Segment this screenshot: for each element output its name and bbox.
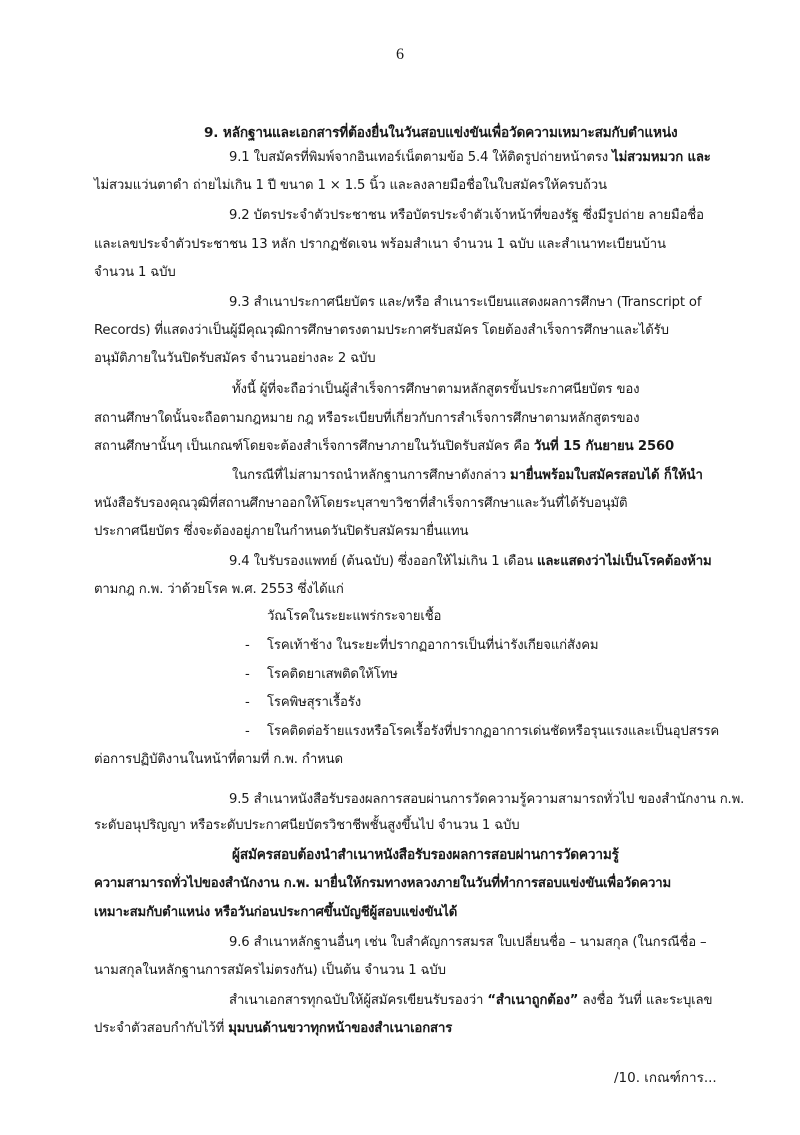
item-9-1-line-2: ไม่สวมแว่นตาดำ ถ่ายไม่เกิน 1 ปี ขนาด 1 × 1.5 นิ้ว และลงลายมือชื่อในใบสมัครให้ครบถ้วน	[94, 178, 607, 193]
item-9-2-line-2: และเลขประจำตัวประชาชน 13 หลัก ปรากฏชัดเจน พร้อมสำเนา จำนวน 1 ฉบับ และสำเนาทะเบียนบ้าน	[94, 237, 666, 252]
item-9-3-note1-line-3	[94, 436, 674, 458]
item-9-4-last-line: ต่อการปฏิบัติงานในหน้าที่ตามที่ ก.พ. กำหนด	[94, 752, 343, 767]
item-9-3-records: Records)	[94, 323, 155, 338]
closing-date: วันที่ 15 กันยายน 2560	[533, 439, 675, 454]
item-9-3-line-1: 9.3 สำเนาประกาศนียบัตร และ/หรือ สำเนาระเบียนแสดงผลการศึกษา (Transcript of	[229, 295, 702, 310]
corner-location-phrase: มุมบนด้านขวาทุกหน้าของสำเนาเอกสาร	[228, 1021, 453, 1036]
item-9-1-emphasis: ไม่สวมหมวก และ	[612, 150, 711, 165]
note-text: ประจำตัวสอบกำกับไว้ที่	[94, 1021, 229, 1036]
item-9-3-note2-line-1	[232, 465, 703, 487]
item-9-3-note2-line-3: ประกาศนียบัตร ซึ่งจะต้องอยู่ภายในกำหนดวันปิดรับสมัครมายื่นแทน	[94, 524, 469, 539]
item-9-4-line-2: ตามกฎ ก.พ. ว่าด้วยโรค พ.ศ. 2553 ซึ่งได้แก่	[94, 582, 344, 597]
item-9-2-line-3: จำนวน 1 ฉบับ	[94, 265, 176, 280]
item-9-1-line-1	[229, 147, 711, 169]
item-9-3-line-3: อนุมัติภายในวันปิดรับสมัคร จำนวนอย่างละ 2 ฉบับ	[94, 351, 376, 366]
item-9-4-line-1	[229, 551, 712, 573]
note-text-end: ลงชื่อ วันที่ และระบุเลข	[578, 993, 713, 1008]
item-9-3-note1-line-1: ทั้งนี้ ผู้ที่จะถือว่าเป็นผู้สำเร็จการศึกษาตามหลักสูตรขั้นประกาศนียบัตร ของ	[232, 382, 640, 397]
section-heading: 9. หลักฐานและเอกสารที่ต้องยื่นในวันสอบแข่งขันเพื่อวัดความเหมาะสมกับตำแหน่ง	[204, 125, 678, 141]
item-9-5-line-2: ระดับอนุปริญญา หรือระดับประกาศนียบัตรวิชาชีพชั้นสูงขึ้นไป จำนวน 1 ฉบับ	[94, 818, 520, 833]
item-9-4-text: 9.4 ใบรับรองแพทย์ (ต้นฉบับ) ซึ่งออกให้ไม่เกิน 1 เดือน	[229, 554, 538, 569]
note2-emphasis: มายื่นพร้อมใบสมัครสอบได้ ก็ให้นำ	[510, 468, 703, 483]
disease-list-item	[245, 606, 441, 628]
page-number: 6	[396, 46, 404, 63]
item-9-6-line-2: นามสกุลในหลักฐานการสมัครไม่ตรงกัน) เป็นต้น จำนวน 1 ฉบับ	[94, 963, 446, 978]
bullet-dash: -	[245, 638, 250, 653]
note2-text: ในกรณีที่ไม่สามารถนำหลักฐานการศึกษาดังกล่าว	[232, 468, 511, 483]
item-9-4-emphasis: และแสดงว่าไม่เป็นโรคต้องห้าม	[537, 554, 712, 569]
item-9-3-text: ที่แสดงว่าเป็นผู้มีคุณวุฒิการศึกษาตรงตามประกาศรับสมัคร โดยต้องสำเร็จการศึกษาและได้รับ	[154, 323, 669, 338]
disease-text: โรคพิษสุราเรื้อรัง	[267, 695, 361, 710]
item-9-6-note-line-1	[229, 990, 712, 1012]
bullet-dash: -	[245, 667, 250, 682]
item-9-3-line-2	[94, 320, 669, 342]
disease-text: วัณโรคในระยะแพร่กระจายเชื้อ	[267, 609, 442, 624]
bullet-dash: -	[245, 695, 250, 710]
item-9-6-line-1: 9.6 สำเนาหลักฐานอื่นๆ เช่น ใบสำคัญการสมรส ใบเปลี่ยนชื่อ – นามสกุล (ในกรณีชื่อ –	[229, 935, 707, 950]
disease-list-item	[245, 664, 398, 686]
disease-list-item	[245, 692, 361, 714]
item-9-5-bold-line-3: เหมาะสมกับตำแหน่ง หรือวันก่อนประกาศขึ้นบัญชีผู้สอบแข่งขันได้	[94, 905, 458, 920]
disease-list-item	[245, 721, 719, 743]
next-page-reference: /10. เกณฑ์การ...	[614, 1070, 717, 1086]
disease-text: โรคติดยาเสพติดให้โทษ	[267, 667, 398, 682]
item-9-3-note2-line-2: หนังสือรับรองคุณวุฒิที่สถานศึกษาออกให้โดยระบุสาขาวิชาที่สำเร็จการศึกษาและวันที่ได้รับอนุมัติ	[94, 496, 628, 511]
item-9-3-note1-line-2: สถานศึกษาใดนั้นจะถือตามกฎหมาย กฎ หรือระเบียบที่เกี่ยวกับการสำเร็จการศึกษาตามหลักสูตรของ	[94, 411, 640, 426]
item-9-1-text: 9.1 ใบสมัครที่พิมพ์จากอินเทอร์เน็ตตามข้อ 5.4 ให้ติดรูปถ่ายหน้าตรง	[229, 150, 613, 165]
disease-text: โรคเท้าช้าง ในระยะที่ปรากฏอาการเป็นที่น่ารังเกียจแก่สังคม	[267, 638, 599, 653]
item-9-2-line-1: 9.2 บัตรประจำตัวประชาชน หรือบัตรประจำตัวเจ้าหน้าที่ของรัฐ ซึ่งมีรูปถ่าย ลายมือชื่อ	[229, 208, 704, 223]
note1-text: สถานศึกษานั้นๆ เป็นเกณฑ์โดยจะต้องสำเร็จการศึกษาภายในวันปิดรับสมัคร คือ	[94, 439, 534, 454]
disease-text: โรคติดต่อร้ายแรงหรือโรคเรื้อรังที่ปรากฏอาการเด่นชัดหรือรุนแรงและเป็นอุปสรรค	[267, 724, 720, 739]
bullet-dash: -	[245, 724, 250, 739]
item-9-5-bold-line-1: ผู้สมัครสอบต้องนำสำเนาหนังสือรับรองผลการสอบผ่านการวัดความรู้	[232, 847, 619, 863]
disease-list-item	[245, 635, 598, 657]
item-9-6-note-line-2	[94, 1018, 452, 1040]
note-text: สำเนาเอกสารทุกฉบับให้ผู้สมัครเขียนรับรองว่า	[229, 993, 488, 1008]
item-9-5-bold-line-2: ความสามารถทั่วไปของสำนักงาน ก.พ. มายื่นให้กรมทางหลวงภายในวันที่ทำการสอบแข่งขันเพื่อวัดความ	[94, 876, 672, 891]
item-9-5-line-1: 9.5 สำเนาหนังสือรับรองผลการสอบผ่านการวัดความรู้ความสามารถทั่วไป ของสำนักงาน ก.พ.	[229, 792, 745, 807]
certified-copy-phrase: “สำเนาถูกต้อง”	[487, 993, 579, 1008]
